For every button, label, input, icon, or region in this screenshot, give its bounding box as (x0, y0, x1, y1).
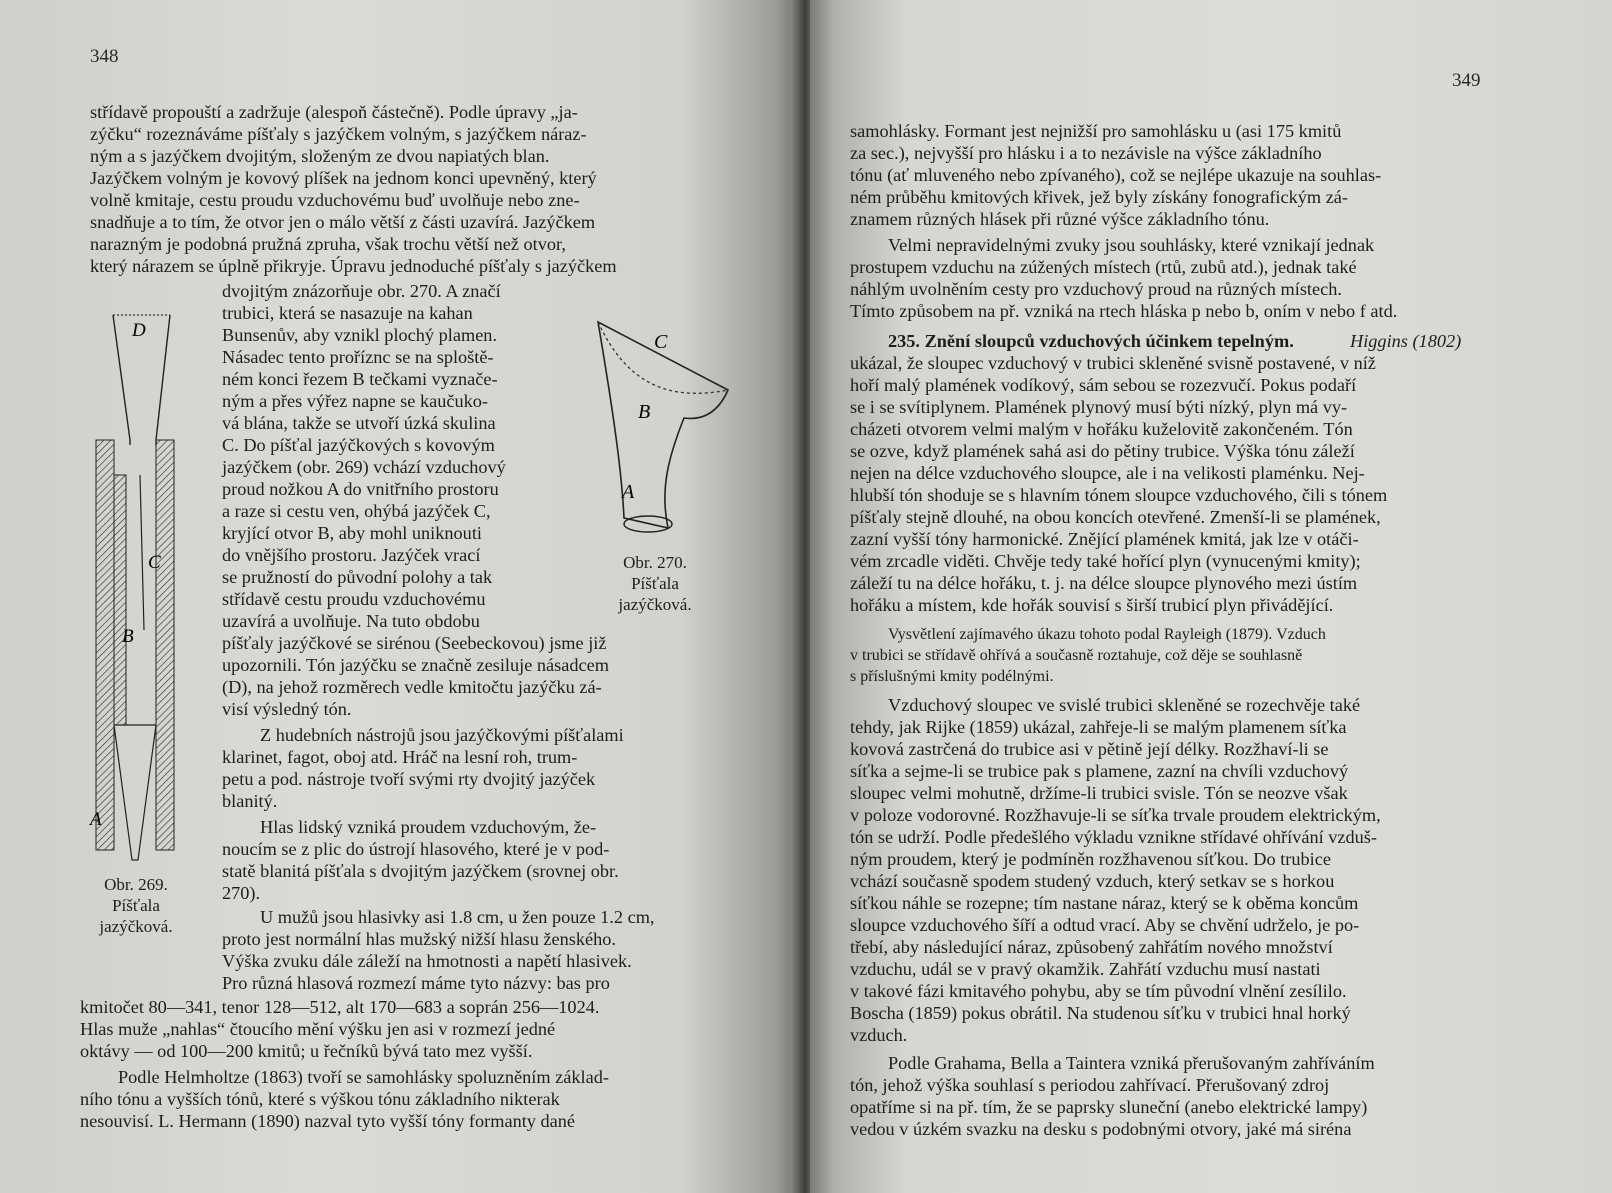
r-para1-line-1: samohlásky. Formant jest nejnižší pro samohlásku u (asi 175 kmitů (850, 121, 1342, 141)
left-line-6: snadňuje a to tím, že otvor jen o málo větší z části uzavírá. Jazýčkem (90, 212, 596, 232)
r-para4-line-4: vedou v úzkém svazku na desku s podobnými otvory, jaké má siréna (850, 1119, 1352, 1139)
mid-line-5: Z hudebních nástrojů jsou jazýčkovými píšťalami (260, 725, 624, 745)
wrap-line-12: kryjící otvor B, aby mohl uniknouti (222, 523, 482, 543)
bottom-line-3: oktávy — od 100—200 kmitů; u řečníků bývá tato mez vyšší. (80, 1041, 533, 1061)
r-para3-line-4: síťka a sejme-li se trubice pak s plamene, zazní na chvíli vzduchový (850, 761, 1349, 781)
section-line-7: nejen na délce vzduchového sloupce, ale i na velikosti plaménku. Nej- (850, 463, 1365, 483)
figure-270-diagram (596, 318, 736, 548)
left-line-3: ným a s jazýčkem dvojitým, složeným ze dvou napiatých blan. (90, 146, 550, 166)
fig269-caption-3: jazýčková. (99, 917, 173, 936)
r-para3-line-13: vzduchu, udál se v pravý okamžik. Zahřátí vzduchu musí nastati (850, 959, 1321, 979)
fig269-foot (114, 725, 156, 860)
r-para3-line-16: vzduch. (850, 1025, 908, 1045)
r-para3-line-6: v poloze vodorovné. Rozžhavuje-li se síťka trvale proudem elektrickým, (850, 805, 1381, 825)
mid-line-13: U mužů jsou hlasivky asi 1.8 cm, u žen pouze 1.2 cm, (260, 907, 655, 927)
right-page-number: 349 (1452, 70, 1481, 91)
wrap-line-14: se pružností do původní polohy a tak (222, 567, 493, 587)
section-line-1: Higgins (1802) (1350, 331, 1462, 351)
fig270-label-c: C (654, 331, 668, 353)
fig269-label-c: C (148, 552, 161, 573)
fig269-label-b: B (122, 626, 134, 647)
wrap-line-15: střídavě cestu proudu vzduchovému (222, 589, 486, 609)
right-page (810, 0, 1612, 1193)
section-line-2: ukázal, že sloupec vzduchový v trubici skleněné svisně postavené, v níž (850, 353, 1376, 373)
wrap-line-9: jazýčkem (obr. 269) vchází vzduchový (222, 457, 506, 477)
r-para3-line-3: kovová zastrčená do trubice asi v pětině její délky. Rozžhaví-li se (850, 739, 1329, 759)
r-para3-line-8: ným proudem, který je podmíněn rozžhavenou síťkou. Do trubice (850, 849, 1331, 869)
fig270-caption-2: Píšťala (631, 574, 679, 593)
r-para2-line-3: náhlým uvolněním cesty pro vzduchový proud na různých místech. (850, 279, 1342, 299)
fig269-inner-tube (114, 475, 126, 725)
r-para1-line-4: ném průběhu kmitových křivek, jež byly získány fonografickým zá- (850, 187, 1349, 207)
fig270-caption (600, 552, 710, 615)
small-line-2: v trubici se střídavě ohřívá a současně roztahuje, což děje se souhlasně (850, 647, 1303, 664)
wrap-line-10: proud nožkou A do vnitřního prostoru (222, 479, 499, 499)
r-para3-line-15: Boscha (1859) pokus obrátil. Na studenou síťku v trubici hnal horký (850, 1003, 1351, 1023)
section-235-heading: 235. Znění sloupců vzduchových účinkem tepelným. (888, 331, 1294, 351)
fig269-wall-left (96, 440, 114, 850)
wrap-line-3: Bunsenův, aby vznikl plochý plamen. (222, 325, 498, 345)
left-page (0, 0, 800, 1193)
figure-269-diagram (88, 300, 188, 865)
bottom-line-5: ního tónu a vyšších tónů, které s výškou tónu základního nikterak (80, 1089, 560, 1109)
fig270-label-a: A (622, 481, 635, 503)
wrap-line-11: a raze si cestu ven, ohýbá jazýček C, (222, 501, 491, 521)
fig269-caption-1: Obr. 269. (104, 875, 168, 894)
fig269-label-a: A (90, 809, 102, 830)
section-line-8: hlubší tón shoduje se s hlavním tónem sloupce vzduchového, čili s tónem (850, 485, 1388, 505)
r-para1-line-2: za sec.), nejvyšší pro hlásku i a to nezávisle na výšce základního (850, 143, 1322, 163)
mid-line-12: 270). (222, 883, 261, 903)
left-line-5: volně kmitaje, cestu proudu vzduchovému buď uvolňuje nebo zne- (90, 190, 580, 210)
wrap-line-5: ném konci řezem B tečkami vyznače- (222, 369, 498, 389)
mid-line-4: visí výsledný tón. (222, 699, 352, 719)
left-line-7: narazným je podobná pružná zpruha, však trochu větší než otvor, (90, 234, 566, 254)
left-line-2: zýčku“ rozeznáváme píšťaly s jazýčkem volným, s jazýčkem náraz- (90, 124, 587, 144)
r-para2-line-2: prostupem vzduchu na zúžených místech (rtů, zubů atd.), jednak také (850, 257, 1357, 277)
bottom-line-6: nesouvisí. L. Hermann (1890) nazval tyto vyšší tóny formanty dané (80, 1111, 576, 1131)
left-line-1: střídavě propouští a zadržuje (alespoň částečně). Podle úpravy „ja- (90, 102, 578, 122)
section-line-6: se ozve, když plamének sahá asi do pětiny trubice. Výška tónu záleží (850, 441, 1355, 461)
section-line-11: vém zrcadle viděti. Chvěje tedy také hořící plyn (vynucenými kmity); (850, 551, 1361, 571)
r-para3-line-9: vchází současně spodem studený vzduch, který setkav se s horkou (850, 871, 1335, 891)
mid-line-11: statě blanitá píšťala s dvojitým jazýčkem (srovnej obr. (222, 861, 619, 881)
r-para1-line-5: znamem různých hlásek při různé výšce základního tónu. (850, 209, 1270, 229)
bottom-line-2: Hlas muže „nahlas“ čtoucího mění výšku jen asi v rozmezí jedné (80, 1019, 556, 1039)
bottom-line-4: Podle Helmholtze (1863) tvoří se samohlásky spoluzněním základ- (118, 1067, 609, 1087)
r-para4-line-2: tón, jehož výška souhlasí s periodou zahřívací. Přerušovaný zdroj (850, 1075, 1330, 1095)
r-para3-line-10: síťkou náhle se rozepne; tím nastane náraz, který se k oběma koncům (850, 893, 1359, 913)
mid-line-8: blanitý. (222, 791, 278, 811)
left-page-number: 348 (90, 46, 119, 67)
mid-line-10: noucím se z plic do ústrojí hlasového, které je v pod- (222, 839, 610, 859)
r-para4-line-1: Podle Grahama, Bella a Taintera vzniká přerušovaným zahříváním (888, 1053, 1375, 1073)
fig269-horn-right (156, 315, 170, 445)
mid-line-6: klarinet, fagot, oboj atd. Hráč na lesní roh, trum- (222, 747, 578, 767)
section-line-5: cházeti otvorem velmi malým v hořáku kuželovitě zakončeném. Tón (850, 419, 1353, 439)
fig269-caption (86, 874, 186, 937)
fig270-label-b: B (638, 401, 651, 423)
wrap-line-2: trubici, která se nasazuje na kahan (222, 303, 473, 323)
mid-line-9: Hlas lidský vzniká proudem vzduchovým, že- (260, 817, 597, 837)
small-line-3: s příslušnými kmity podélnými. (850, 668, 1054, 685)
wrap-line-16: uzavírá a uvolňuje. Na tuto obdobu (222, 611, 480, 631)
section-line-12: záleží tu na délce hořáku, t. j. na délce sloupce plynového mezi ústím (850, 573, 1358, 593)
wrap-line-1: dvojitým znázorňuje obr. 270. A značí (222, 281, 501, 301)
fig269-wall-right (156, 440, 174, 850)
r-para3-line-7: tón se udrží. Podle předešlého výkladu vznikne střídavé ohřívání vzduš- (850, 827, 1377, 847)
mid-line-3: (D), na jehož rozměrech vedle kmitočtu jazýčku zá- (222, 677, 602, 697)
wrap-line-4: Násadec tento proříznc se na sploště- (222, 347, 494, 367)
fig269-reed (140, 475, 144, 630)
fig269-label-d: D (132, 320, 146, 341)
r-para1-line-3: tónu (ať mluveného nebo zpívaného), což se nejlépe ukazuje na souhlas- (850, 165, 1382, 185)
left-line-4: Jazýčkem volným je kovový plíšek na jednom konci upevněný, který (90, 168, 597, 188)
fig269-horn-left (113, 315, 130, 445)
bottom-line-1: kmitočet 80—341, tenor 128—512, alt 170—683 a soprán 256—1024. (80, 997, 600, 1017)
r-para3-line-14: v takové fázi kmitavého pohybu, aby se tím původní vlnění zesílilo. (850, 981, 1347, 1001)
mid-line-14: proto jest normální hlas mužský nižší hlasu ženského. (222, 929, 616, 949)
wrap-line-6: ným a přes výřez napne se kaučuko- (222, 391, 488, 411)
section-line-3: hoří malý plamének vodíkový, sám sebou se rozezvučí. Pokus podaří (850, 375, 1357, 395)
r-para2-line-1: Velmi nepravidelnými zvuky jsou souhlásky, které vznikají jednak (888, 235, 1375, 255)
r-para2-line-4: Tímto způsobem na př. vzniká na rtech hláska p nebo b, oním v nebo f atd. (850, 301, 1398, 321)
r-para3-line-5: sloupec velmi mohutně, držíme-li trubici svisle. Tón se neozve však (850, 783, 1348, 803)
wrap-line-7: vá blána, takže se utvoří úzká skulina (222, 413, 496, 433)
fig270-caption-1: Obr. 270. (623, 553, 687, 572)
section-line-4: se i se svítiplynem. Plamének plynový musí býti nízký, plyn má vy- (850, 397, 1348, 417)
mid-line-15: Výška zvuku dále záleží na hmotnosti a napětí hlasivek. (222, 951, 632, 971)
mid-line-1: píšťaly jazýčkové se sirénou (Seebeckovou) jsme již (222, 633, 607, 653)
wrap-line-8: C. Do píšťal jazýčkových s kovovým (222, 435, 495, 455)
fig270-caption-3: jazýčková. (618, 595, 692, 614)
mid-line-16: Pro různá hlasová rozmezí máme tyto názvy: bas pro (222, 973, 610, 993)
r-para3-line-11: sloupce vzduchového šíří a odtud vrací. Aby se chvění udrželo, je po- (850, 915, 1360, 935)
r-para3-line-1: Vzduchový sloupec ve svislé trubici skleněné se rozechvěje také (888, 695, 1361, 715)
section-line-9: píšťaly stejně dlouhé, na obou koncích otevřené. Zmenší-li se plamének, (850, 507, 1381, 527)
section-line-13: hořáku a místem, kde hořák souvisí s širší trubicí plyn přivádějící. (850, 595, 1334, 615)
section-line-10: zazní vyšší tóny harmonické. Znějící plamének kmitá, jak lze v otáči- (850, 529, 1359, 549)
wrap-line-13: do vnějšího prostoru. Jazýček vrací (222, 545, 481, 565)
fig269-caption-2: Píšťala (112, 896, 160, 915)
mid-line-2: upozornili. Tón jazýčku se značně zesiluje násadcem (222, 655, 609, 675)
r-para4-line-3: opatříme si na př. tím, že se paprsky sluneční (anebo elektrické lampy) (850, 1097, 1368, 1117)
mid-line-7: petu a pod. nástroje tvoří svými rty dvojitý jazýček (222, 769, 596, 789)
small-line-1: Vysvětlení zajímavého úkazu tohoto podal Rayleigh (1879). Vzduch (888, 626, 1326, 643)
left-line-8: který nárazem se úplně přikryje. Úpravu jednoduché píšťaly s jazýčkem (90, 256, 617, 276)
r-para3-line-12: třebí, aby následující náraz, způsobený zahřátím nového množství (850, 937, 1333, 957)
r-para3-line-2: tehdy, jak Rijke (1859) ukázal, zahřeje-li se malým plamenem síťka (850, 717, 1347, 737)
